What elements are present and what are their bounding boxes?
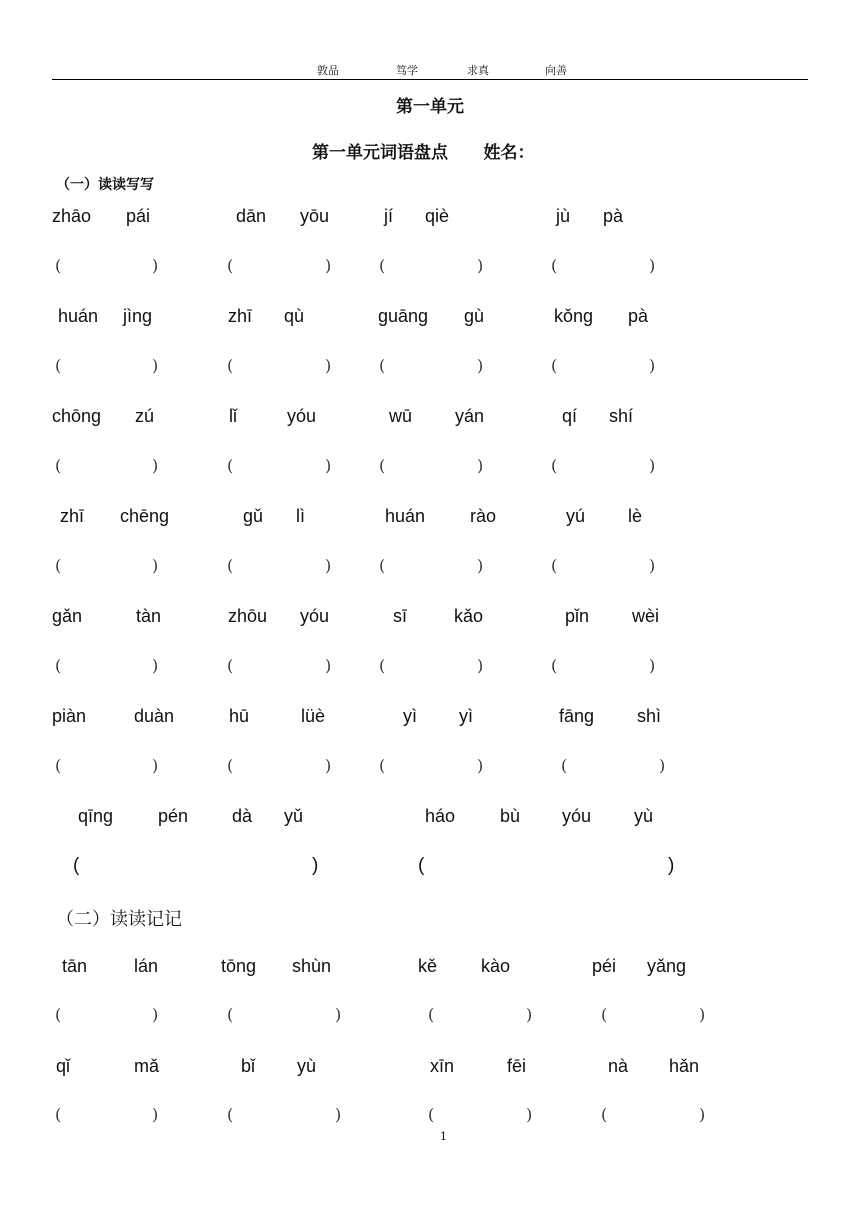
answer-paren-close: )	[526, 1005, 533, 1024]
page-number: 1	[440, 1130, 447, 1143]
answer-paren-open: (	[379, 356, 386, 375]
answer-paren-open: (	[601, 1105, 608, 1124]
pinyin-syllable: dà	[232, 806, 253, 826]
answer-paren-open: (	[379, 456, 386, 475]
pinyin-syllable: péi	[592, 956, 617, 976]
pinyin-syllable: piàn	[52, 706, 87, 726]
pinyin-syllable: kě	[418, 956, 438, 976]
page-header	[0, 62, 860, 78]
answer-paren-close: )	[477, 556, 484, 575]
pinyin-syllable: kào	[481, 956, 511, 976]
pinyin-syllable: chōng	[52, 406, 102, 426]
answer-paren-open: (	[551, 456, 558, 475]
pinyin-syllable: dān	[236, 206, 267, 226]
answer-paren-open: (	[551, 656, 558, 675]
answer-paren-open: (	[55, 556, 62, 575]
pinyin-syllable: gǔ	[243, 506, 264, 526]
answer-paren-close: )	[649, 456, 656, 475]
section-label-1: （一）读读写写	[56, 177, 154, 193]
answer-paren-close: )	[649, 656, 656, 675]
answer-paren-close: )	[152, 356, 159, 375]
pinyin-syllable: zhī	[60, 506, 85, 526]
answer-paren-close: )	[325, 756, 332, 775]
answer-paren-close: )	[152, 556, 159, 575]
pinyin-syllable: shùn	[292, 956, 332, 976]
answer-paren-close: )	[477, 756, 484, 775]
pinyin-syllable: tàn	[136, 606, 162, 626]
pinyin-syllable: yù	[634, 806, 654, 826]
answer-paren-close: )	[152, 456, 159, 475]
pinyin-syllable: qīng	[78, 806, 114, 826]
page-subtitle: 第一单元词语盘点 姓名：	[312, 143, 535, 163]
answer-paren-open: (	[418, 855, 425, 876]
answer-paren-close: )	[325, 556, 332, 575]
answer-paren-open: (	[227, 756, 234, 775]
pinyin-syllable: fēi	[507, 1056, 527, 1076]
pinyin-syllable: lì	[296, 506, 305, 526]
answer-paren-close: )	[477, 456, 484, 475]
pinyin-syllable: duàn	[134, 706, 175, 726]
answer-paren-close: )	[152, 756, 159, 775]
pinyin-syllable: huán	[385, 506, 426, 526]
pinyin-syllable: yōu	[300, 206, 330, 226]
pinyin-syllable: yǔ	[284, 806, 304, 826]
answer-paren-close: )	[649, 356, 656, 375]
pinyin-syllable: qí	[562, 406, 578, 426]
answer-paren-close: )	[659, 756, 666, 775]
answer-paren-close: )	[152, 256, 159, 275]
answer-paren-close: )	[152, 1005, 159, 1024]
page-title: 第一单元	[396, 97, 464, 117]
answer-paren-close: )	[335, 1005, 342, 1024]
answer-paren-close: )	[325, 456, 332, 475]
answer-paren-open: (	[561, 756, 568, 775]
answer-paren-open: (	[73, 855, 80, 876]
answer-paren-open: (	[227, 356, 234, 375]
answer-paren-open: (	[227, 1005, 234, 1024]
header-rule	[52, 79, 808, 80]
pinyin-syllable: pén	[158, 806, 189, 826]
pinyin-syllable: pà	[628, 306, 649, 326]
answer-paren-open: (	[227, 656, 234, 675]
pinyin-syllable: chēng	[120, 506, 170, 526]
pinyin-syllable: yóu	[287, 406, 317, 426]
answer-paren-open: (	[428, 1005, 435, 1024]
pinyin-syllable: jìng	[123, 306, 153, 326]
pinyin-syllable: kǎo	[454, 606, 484, 626]
answer-paren-open: (	[227, 456, 234, 475]
pinyin-syllable: jí	[384, 206, 393, 226]
answer-paren-close: )	[649, 556, 656, 575]
answer-paren-close: )	[477, 256, 484, 275]
pinyin-syllable: kǒng	[554, 306, 594, 326]
answer-paren-open: (	[227, 556, 234, 575]
pinyin-syllable: yì	[403, 706, 418, 726]
pinyin-syllable: zú	[135, 406, 155, 426]
pinyin-syllable: lán	[134, 956, 159, 976]
answer-paren-open: (	[379, 656, 386, 675]
pinyin-syllable: sī	[393, 606, 408, 626]
answer-paren-open: (	[55, 656, 62, 675]
pinyin-syllable: huán	[58, 306, 99, 326]
answer-paren-open: (	[55, 756, 62, 775]
pinyin-syllable: tōng	[221, 956, 257, 976]
answer-paren-close: )	[312, 855, 319, 876]
pinyin-syllable: yù	[297, 1056, 317, 1076]
pinyin-syllable: wèi	[632, 606, 660, 626]
answer-paren-open: (	[379, 556, 386, 575]
answer-paren-close: )	[668, 855, 675, 876]
pinyin-syllable: xīn	[430, 1056, 455, 1076]
pinyin-syllable: zhī	[228, 306, 253, 326]
answer-paren-close: )	[335, 1105, 342, 1124]
pinyin-syllable: pà	[603, 206, 624, 226]
answer-paren-open: (	[55, 1005, 62, 1024]
pinyin-syllable: yǎng	[647, 956, 687, 976]
pinyin-syllable: yóu	[562, 806, 592, 826]
answer-paren-open: (	[227, 256, 234, 275]
answer-paren-close: )	[699, 1105, 706, 1124]
motto-4: 向善	[545, 64, 567, 77]
pinyin-syllable: gù	[464, 306, 485, 326]
answer-paren-open: (	[55, 256, 62, 275]
answer-paren-close: )	[699, 1005, 706, 1024]
answer-paren-close: )	[325, 256, 332, 275]
answer-paren-close: )	[477, 356, 484, 375]
pinyin-syllable: yú	[566, 506, 586, 526]
pinyin-syllable: pái	[126, 206, 151, 226]
pinyin-syllable: mǎ	[134, 1056, 160, 1076]
pinyin-syllable: gǎn	[52, 606, 83, 626]
answer-paren-close: )	[526, 1105, 533, 1124]
answer-paren-open: (	[551, 356, 558, 375]
motto-3: 求真	[467, 64, 489, 77]
pinyin-syllable: shì	[637, 706, 662, 726]
pinyin-syllable: qiè	[425, 206, 450, 226]
pinyin-syllable: pǐn	[565, 606, 590, 626]
pinyin-syllable: rào	[470, 506, 497, 526]
pinyin-syllable: tān	[62, 956, 88, 976]
answer-paren-close: )	[325, 656, 332, 675]
pinyin-syllable: qù	[284, 306, 305, 326]
pinyin-syllable: lè	[628, 506, 643, 526]
motto-2: 笃学	[396, 64, 418, 77]
pinyin-syllable: zhōu	[228, 606, 268, 626]
answer-paren-open: (	[55, 456, 62, 475]
pinyin-syllable: yì	[459, 706, 474, 726]
pinyin-syllable: shí	[609, 406, 634, 426]
answer-paren-close: )	[325, 356, 332, 375]
answer-paren-open: (	[55, 356, 62, 375]
answer-paren-close: )	[477, 656, 484, 675]
answer-paren-open: (	[551, 556, 558, 575]
answer-paren-close: )	[152, 656, 159, 675]
pinyin-syllable: yán	[455, 406, 485, 426]
answer-paren-open: (	[428, 1105, 435, 1124]
pinyin-syllable: guāng	[378, 306, 429, 326]
answer-paren-open: (	[227, 1105, 234, 1124]
answer-paren-close: )	[649, 256, 656, 275]
answer-paren-open: (	[551, 256, 558, 275]
answer-paren-close: )	[152, 1105, 159, 1124]
motto-1: 敦品	[317, 64, 339, 77]
answer-paren-open: (	[379, 756, 386, 775]
pinyin-syllable: lüè	[301, 706, 326, 726]
answer-paren-open: (	[379, 256, 386, 275]
pinyin-syllable: qǐ	[56, 1056, 71, 1076]
pinyin-syllable: jù	[556, 206, 571, 226]
pinyin-syllable: nà	[608, 1056, 629, 1076]
pinyin-syllable: wū	[389, 406, 413, 426]
answer-paren-open: (	[55, 1105, 62, 1124]
pinyin-syllable: fāng	[559, 706, 595, 726]
pinyin-syllable: zhāo	[52, 206, 92, 226]
pinyin-syllable: bǐ	[241, 1056, 256, 1076]
pinyin-syllable: háo	[425, 806, 456, 826]
pinyin-syllable: lǐ	[229, 406, 237, 426]
pinyin-syllable: hū	[229, 706, 250, 726]
pinyin-syllable: yóu	[300, 606, 330, 626]
pinyin-syllable: bù	[500, 806, 521, 826]
pinyin-syllable: hǎn	[669, 1056, 700, 1076]
section-label-2: （二）读读记记	[56, 909, 182, 930]
answer-paren-open: (	[601, 1005, 608, 1024]
